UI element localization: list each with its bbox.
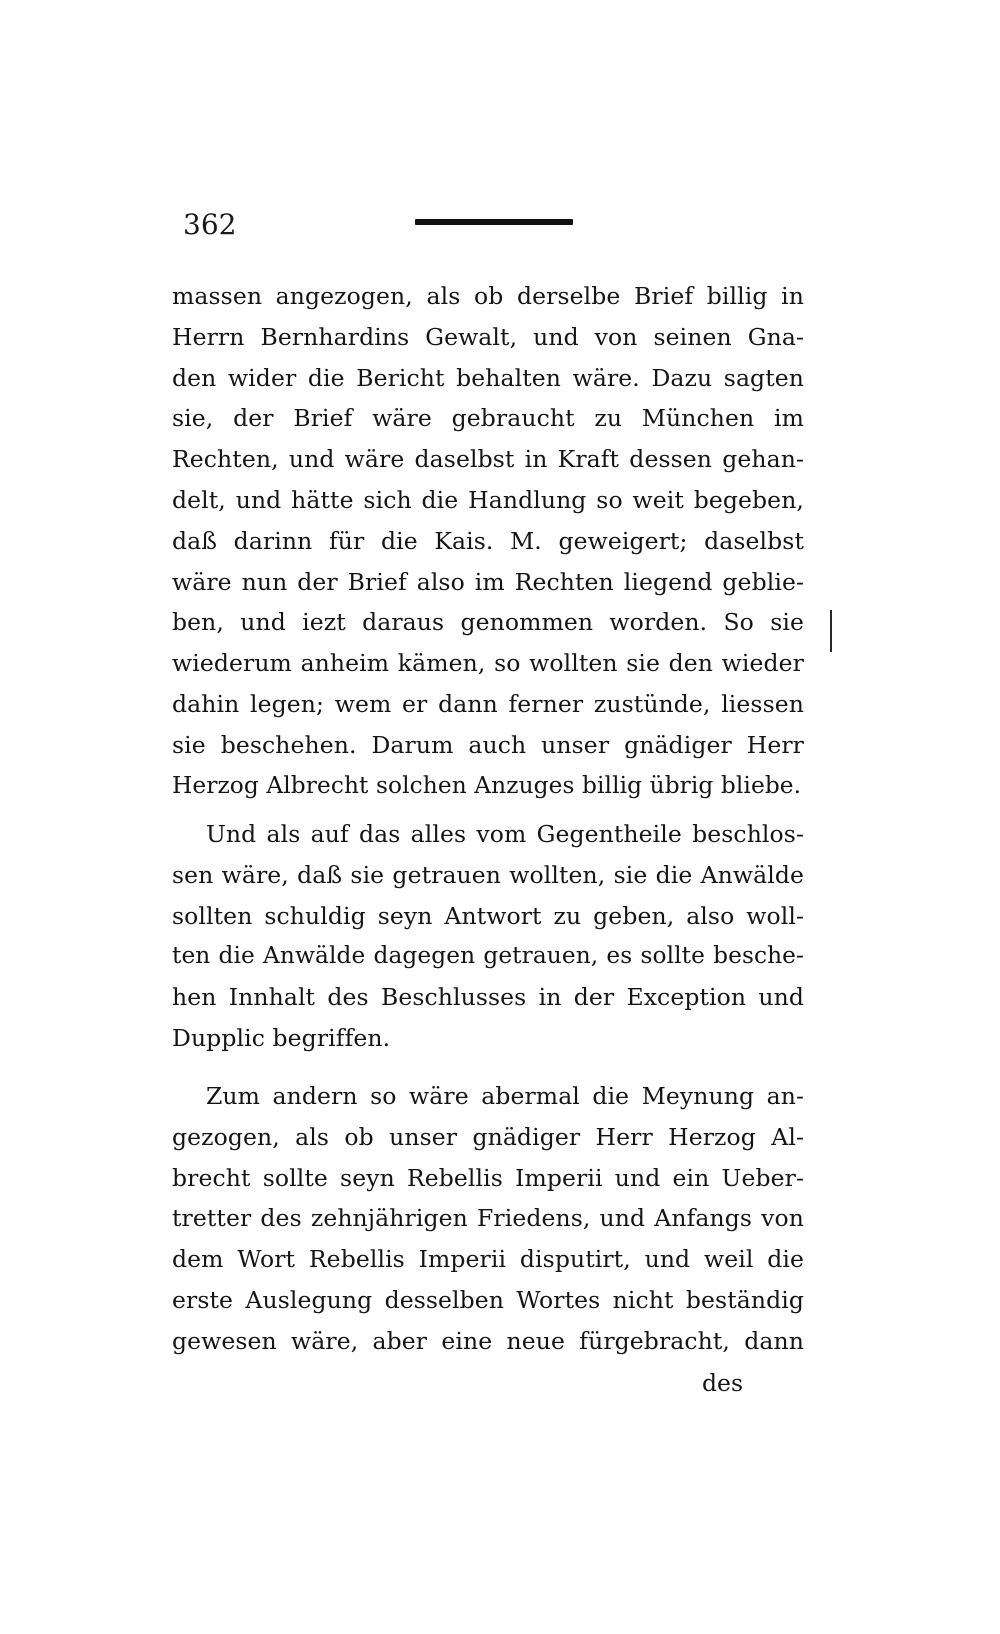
text-line: erste Auslegung desselben Wortes nicht beständig <box>172 1285 804 1314</box>
page-header <box>183 196 803 256</box>
text-line: dahin legen; wem er dann ferner zustünde, liessen <box>172 689 804 718</box>
text-line: den wider die Bericht behalten wäre. Dazu sagten <box>172 363 804 392</box>
text-line: Rechten, und wäre daselbst in Kraft dessen gehan- <box>172 445 804 474</box>
text-line: daß darinn für die Kais. M. geweigert; daselbst <box>172 526 804 555</box>
text-line: sen wäre, daß sie getrauen wollten, sie die Anwälde <box>172 860 804 889</box>
text-line: wiederum anheim kämen, so wollten sie den wieder <box>172 649 804 678</box>
text-line: massen angezogen, als ob derselbe Brief billig in <box>172 282 804 310</box>
text-line: tretter des zehnjährigen Friedens, und Anfangs von <box>172 1204 804 1233</box>
paragraph-2 <box>172 814 804 1059</box>
text-line: hen Innhalt des Beschlusses in der Exception und <box>172 983 804 1012</box>
text-line: ten die Anwälde dagegen getrauen, es sollte besche- <box>172 942 804 970</box>
text-line: dem Wort Rebellis Imperii disputirt, und weil die <box>172 1245 804 1274</box>
text-line: delt, und hätte sich die Handlung so weit begeben, <box>172 485 804 514</box>
margin-mark <box>830 610 832 652</box>
text-line: sollten schuldig seyn Antwort zu geben, also woll- <box>172 901 804 930</box>
text-line: ben, und iezt daraus genommen worden. So sie <box>172 608 804 637</box>
text-line: Herzog Albrecht solchen Anzuges billig übrig bliebe. <box>172 771 802 799</box>
text-line: Zum andern so wäre abermal die Meynung an- <box>206 1082 804 1110</box>
text-line: sie, der Brief wäre gebraucht zu München im <box>172 404 804 433</box>
paragraph-1 <box>172 276 804 806</box>
text-line: Und als auf das alles vom Gegentheile beschlos- <box>206 820 804 848</box>
header-rule <box>415 219 573 225</box>
text-line: Herrn Bernhardins Gewalt, und von seinen Gna- <box>172 322 804 351</box>
text-line: brecht sollte seyn Rebellis Imperii und ein Ueber- <box>172 1163 804 1192</box>
catchword: des <box>702 1369 744 1397</box>
paragraph-3 <box>172 1076 804 1362</box>
text-line: wäre nun der Brief also im Rechten liegend geblie- <box>172 567 804 596</box>
page-number: 362 <box>183 208 237 241</box>
text-line: sie beschehen. Darum auch unser gnädiger Herr <box>172 730 804 759</box>
text-line: Dupplic begriffen. <box>172 1023 391 1052</box>
text-line: gezogen, als ob unser gnädiger Herr Herzog Al- <box>172 1122 804 1151</box>
text-line: gewesen wäre, aber eine neue fürgebracht, dann <box>172 1326 804 1355</box>
